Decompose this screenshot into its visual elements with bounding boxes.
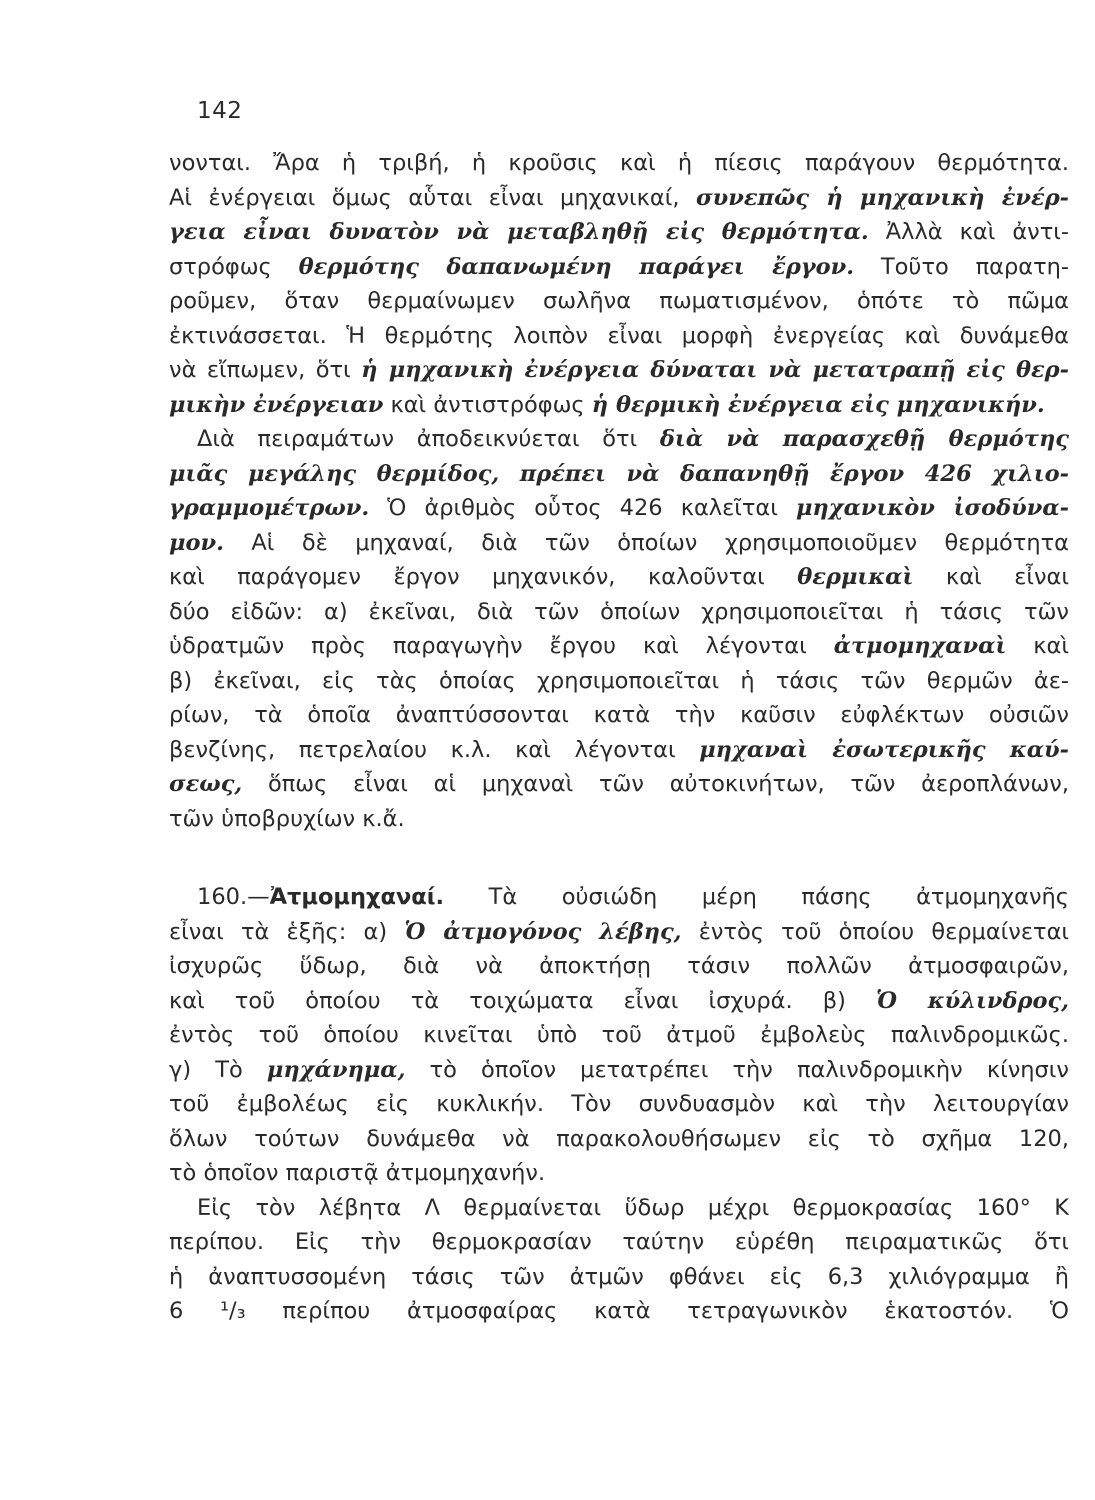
text-span: ἐκτινάσσεται. Ἡ θερμότης λοιπὸν εἶναι μορφὴ ἐνεργείας καὶ δυνάμεθα	[169, 322, 1069, 349]
text-span: Αἱ δὲ μηχαναί, διὰ τῶν ὁποίων χρησιμοποιοῦμεν θερμότητα	[223, 529, 1069, 556]
text-line	[169, 664, 1069, 699]
text-line	[169, 698, 1069, 733]
text-line	[169, 319, 1069, 354]
emphasis-text: μηχαναὶ ἐσωτερικῆς καύ-	[699, 736, 1069, 763]
text-line	[169, 284, 1069, 319]
emphasis-text: μηχανικὸν ἰσοδύνα-	[795, 495, 1069, 521]
emphasis-text: μιᾶς μεγάλης θερμίδος, πρέπει νὰ δαπανηθῇ ἔργον 426 χιλιο-	[169, 460, 1069, 487]
text-line	[169, 250, 1069, 285]
text-line	[169, 949, 1069, 984]
text-span: τὸ ὁποῖον παριστᾷ ἀτμομηχανήν.	[169, 1160, 546, 1186]
text-span: καὶ εἶναι	[913, 564, 1069, 590]
text-line	[169, 1087, 1069, 1122]
text-span: Διὰ πειραμάτων ἀποδεικνύεται ὅτι	[197, 426, 660, 452]
text-line	[169, 629, 1069, 664]
text-line	[169, 1260, 1069, 1295]
text-line	[169, 1294, 1069, 1329]
emphasis-text: μηχάνημα,	[266, 1056, 406, 1083]
text-span: καὶ	[1006, 633, 1069, 659]
text-span: τοῦ ἐμβολέως εἰς κυκλικήν. Τὸν συνδυασμὸν καὶ τὴν λειτουργίαν	[169, 1091, 1069, 1117]
text-span: 6 ¹/₃ περίπου ἀτμοσφαίρας κατὰ τετραγωνικὸν ἑκατοστόν. Ὁ	[169, 1298, 1069, 1324]
emphasis-text: Ἀτμομηχαναί.	[269, 884, 445, 910]
text-span: Ἀλλὰ καὶ ἀντι-	[868, 219, 1069, 245]
text-line	[169, 181, 1069, 216]
text-line	[169, 984, 1069, 1019]
emphasis-text: σεως,	[169, 771, 243, 797]
text-line	[169, 767, 1069, 802]
emphasis-text: ἀτμομηχαναὶ	[833, 633, 1007, 659]
text-span: καὶ ἀντιστρόφως	[383, 391, 592, 418]
emphasis-text: διὰ νὰ παρασχεθῇ θερμότης	[659, 426, 1069, 452]
emphasis-text: ἡ μηχανικὴ ἐνέργεια δύναται νὰ μετατραπῇ εἰς θερ-	[361, 357, 1069, 383]
text-line	[169, 1156, 1069, 1191]
emphasis-text: θερμότης δαπανωμένη παράγει ἔργον.	[298, 253, 855, 280]
text-line	[169, 526, 1069, 561]
text-span: περίπου. Εἰς τὴν θερμοκρασίαν ταύτην εὑρέθη πειραματικῶς ὅτι	[169, 1229, 1069, 1255]
text-span: ροῦμεν, ὅταν θερμαίνωμεν σωλῆνα πωματισμένον, ὁπότε τὸ πῶμα	[169, 288, 1069, 314]
text-span: καὶ παράγομεν ἔργον μηχανικόν, καλοῦνται	[169, 564, 798, 590]
text-span: Ὁ ἀριθμὸς οὗτος 426 καλεῖται	[369, 495, 796, 521]
emphasis-text: συνεπῶς ἡ μηχανικὴ ἐνέρ-	[696, 184, 1069, 211]
text-span: 160.—	[197, 884, 270, 910]
text-line	[169, 802, 1069, 837]
emphasis-text: ἡ θερμικὴ ἐνέργεια εἰς μηχανικήν.	[591, 391, 1045, 418]
text-line	[169, 422, 1069, 457]
text-span: νὰ εἴπωμεν, ὅτι	[169, 357, 362, 383]
text-span: Αἱ ἐνέργειαι ὅμως αὗται εἶναι μηχανικαί,	[169, 184, 697, 211]
text-line	[169, 388, 1069, 423]
emphasis-text: μικὴν ἐνέργειαν	[169, 391, 384, 418]
text-line	[169, 1053, 1069, 1088]
paragraph-thermal-machines	[169, 146, 1069, 836]
emphasis-text: Ὁ κύλινδρος,	[875, 987, 1069, 1014]
emphasis-text: θερμικαὶ	[797, 564, 914, 590]
text-line	[169, 353, 1069, 388]
text-line	[169, 733, 1069, 768]
page-number: 142	[197, 98, 243, 124]
text-line	[169, 1018, 1069, 1053]
text-line	[169, 215, 1069, 250]
text-span: καὶ τοῦ ὁποίου τὰ τοιχώματα εἶναι ἰσχυρά. β)	[169, 987, 876, 1014]
text-line	[169, 457, 1069, 492]
text-span: Τὰ οὐσιώδη μέρη πάσης ἀτμομηχανῆς	[444, 884, 1069, 910]
text-span: γ) Τὸ	[169, 1056, 267, 1083]
text-span: εἶναι τὰ ἑξῆς: α)	[169, 918, 405, 945]
text-span: ἐντὸς τοῦ ὁποίου θερμαίνεται	[681, 918, 1069, 945]
emphasis-text: μον.	[169, 529, 224, 556]
emphasis-text: Ὁ ἀτμογόνος λέβης,	[404, 918, 682, 945]
text-span: δύο εἰδῶν: α) ἐκεῖναι, διὰ τῶν ὁποίων χρησιμοποιεῖται ἡ τάσις τῶν	[169, 598, 1069, 625]
text-line	[169, 915, 1069, 950]
text-line	[169, 560, 1069, 595]
text-span: βενζίνης, πετρελαίου κ.λ. καὶ λέγονται	[169, 736, 700, 763]
text-line	[169, 880, 1069, 915]
text-line	[169, 491, 1069, 526]
text-line	[169, 1122, 1069, 1157]
text-span: ὅπως εἶναι αἱ μηχαναὶ τῶν αὐτοκινήτων, τῶν ἀεροπλάνων,	[242, 771, 1069, 797]
text-span: στρόφως	[169, 253, 299, 280]
text-line	[169, 1191, 1069, 1226]
text-line	[169, 1225, 1069, 1260]
text-span: νονται. Ἄρα ἡ τριβή, ἡ κροῦσις καὶ ἡ πίεσις παράγουν θερμότητα.	[169, 150, 1069, 176]
text-span: Εἰς τὸν λέβητα Λ θερμαίνεται ὕδωρ μέχρι θερμοκρασίας 160° Κ	[197, 1194, 1069, 1221]
emphasis-text: γραμμομέτρων.	[169, 495, 370, 521]
text-span: ὅλων τούτων δυνάμεθα νὰ παρακολουθήσωμεν εἰς τὸ σχῆμα 120,	[169, 1125, 1069, 1152]
text-span: τῶν ὑποβρυχίων κ.ἄ.	[169, 805, 405, 832]
paragraph-steam-engines	[169, 880, 1069, 1329]
text-span: ἰσχυρῶς ὕδωρ, διὰ νὰ ἀποκτήσῃ τάσιν πολλῶν ἀτμοσφαιρῶν,	[169, 953, 1069, 979]
text-span: Τοῦτο παρατη-	[854, 253, 1069, 280]
text-span: ρίων, τὰ ὁποῖα ἀναπτύσσονται κατὰ τὴν καῦσιν εὐφλέκτων οὐσιῶν	[169, 702, 1069, 728]
text-span: τὸ ὁποῖον μετατρέπει τὴν παλινδρομικὴν κίνησιν	[405, 1056, 1069, 1083]
text-line	[169, 595, 1069, 630]
text-span: β) ἐκεῖναι, εἰς τὰς ὁποίας χρησιμοποιεῖται ἡ τάσις τῶν θερμῶν ἀε-	[169, 667, 1069, 694]
text-line	[169, 146, 1069, 181]
text-span: ἐντὸς τοῦ ὁποίου κινεῖται ὑπὸ τοῦ ἀτμοῦ ἐμβολεὺς παλινδρομικῶς.	[169, 1022, 1069, 1048]
emphasis-text: γεια εἶναι δυνατὸν νὰ μεταβληθῇ εἰς θερμότητα.	[169, 219, 869, 245]
text-span: ὑδρατμῶν πρὸς παραγωγὴν ἔργου καὶ λέγονται	[169, 633, 834, 659]
text-span: ἡ ἀναπτυσσομένη τάσις τῶν ἀτμῶν φθάνει εἰς 6,3 χιλιόγραμμα ἢ	[169, 1263, 1069, 1290]
